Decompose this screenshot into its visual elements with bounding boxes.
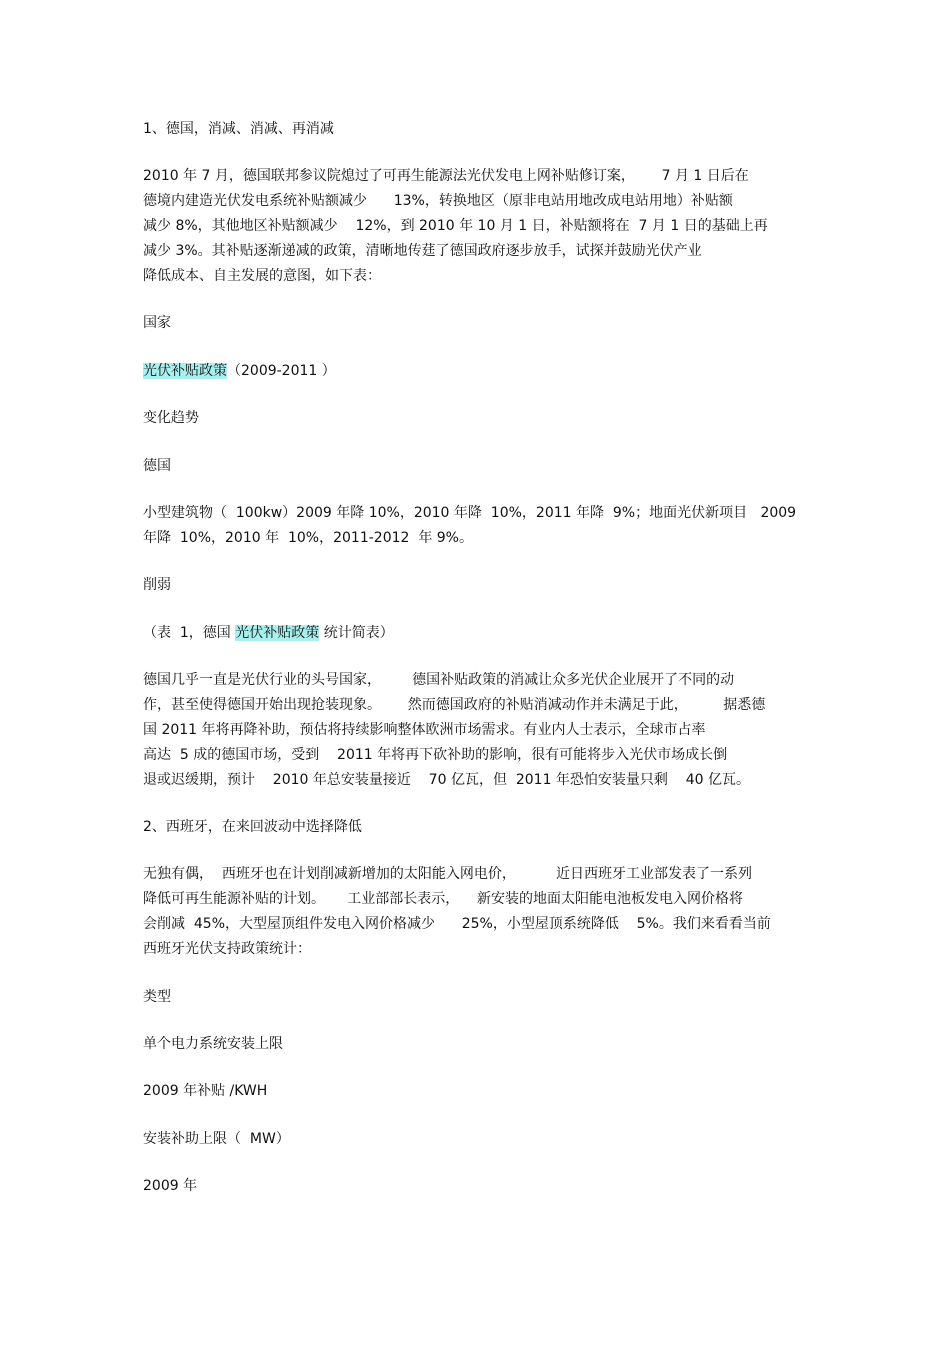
paragraph2-line: 退或迟缓期，预计 2010 年总安装量接近 70 亿瓦，但 2011 年恐怕安装量只剩 40 亿瓦。	[143, 772, 750, 788]
section2-paragraph-line: 降低可再生能源补贴的计划。 工业部部长表示， 新安装的地面太阳能电池板发电入网价格将	[143, 891, 744, 907]
paragraph2-line: 高达 5 成的德国市场，受到 2011 年将再下砍补助的影响，很有可能将步入光伏市场成长倒	[143, 747, 728, 763]
table2-header-limit: 单个电力系统安装上限	[143, 1036, 283, 1052]
paragraph2-line: 国 2011 年将再降补助，预估将持续影响整体欧洲市场需求。有业内人士表示，全球市占率	[143, 722, 706, 738]
table1-row-policy-line: 小型建筑物（ 100kw）2009 年降 10%，2010 年降 10%，2011 年降 9%；地面光伏新项目 2009	[143, 505, 797, 521]
table2-header-cap: 安装补助上限（ MW）	[143, 1131, 290, 1147]
table1-row-policy-line: 年降 10%，2010 年 10%，2011-2012 年 9%。	[143, 530, 473, 546]
table2-header-year: 2009 年	[143, 1178, 198, 1194]
section1-paragraph-line: 减少 3%。其补贴逐渐递减的政策，清晰地传莛了德国政府逐步放手，试探并鼓励光伏产业	[143, 243, 702, 259]
table1-caption	[143, 624, 394, 642]
section1-heading: 1、德国，消减、消减、再消减	[143, 121, 334, 137]
table1-header-country: 国家	[143, 315, 171, 331]
highlighted-term: 光伏补贴政策	[143, 363, 227, 379]
caption-prefix: （表 1，德国	[143, 625, 236, 641]
section1-paragraph-line: 2010 年 7 月，德国联邦参议院熄过了可再生能源法光伏发电上网补贴修订案， 7 月 1 日后在	[143, 168, 749, 184]
section2-heading: 2、西班牙，在来回波动中选择降低	[143, 819, 362, 835]
section1-paragraph-line: 降低成本、自主发展的意图，如下表：	[143, 268, 381, 284]
section2-paragraph-line: 无独有偶， 西班牙也在计划削减新增加的太阳能入网电价， 近日西班牙工业部发表了一系列	[143, 866, 752, 882]
table1-row-country: 德国	[143, 458, 171, 474]
paragraph2-line: 德国几乎一直是光伏行业的头号国家， 德国补贴政策的消减让众多光伏企业展开了不同的动	[143, 672, 735, 688]
table1-header-policy-years: （2009-2011 ）	[227, 363, 336, 379]
table1-header-trend: 变化趋势	[143, 410, 199, 426]
section2-paragraph-line: 会削减 45%，大型屋顶组件发电入网价格减少 25%，小型屋顶系统降低 5%。我们来看看当前	[143, 916, 771, 932]
table1-row-trend: 削弱	[143, 577, 171, 593]
caption-suffix: 统计简表）	[319, 625, 394, 641]
section1-paragraph-line: 德境内建造光伏发电系统补贴额减少 13%，转换地区（原非电站用地改成电站用地）补贴额	[143, 193, 733, 209]
section1-paragraph-line: 减少 8%，其他地区补贴额减少 12%，到 2010 年 10 月 1 日，补贴额将在 7 月 1 日的基础上再	[143, 218, 768, 234]
table2-header-type: 类型	[143, 989, 171, 1005]
section2-paragraph-line: 西班牙光伏支持政策统计：	[143, 941, 311, 957]
paragraph2-line: 作，甚至使得德国开始出现抢装现象。 然而德国政府的补贴消减动作并未满足于此， 据悉德	[143, 697, 766, 713]
highlighted-term: 光伏补贴政策	[235, 625, 320, 641]
table1-header-policy	[143, 362, 336, 380]
table2-header-subsidy: 2009 年补贴 /KWH	[143, 1083, 268, 1099]
